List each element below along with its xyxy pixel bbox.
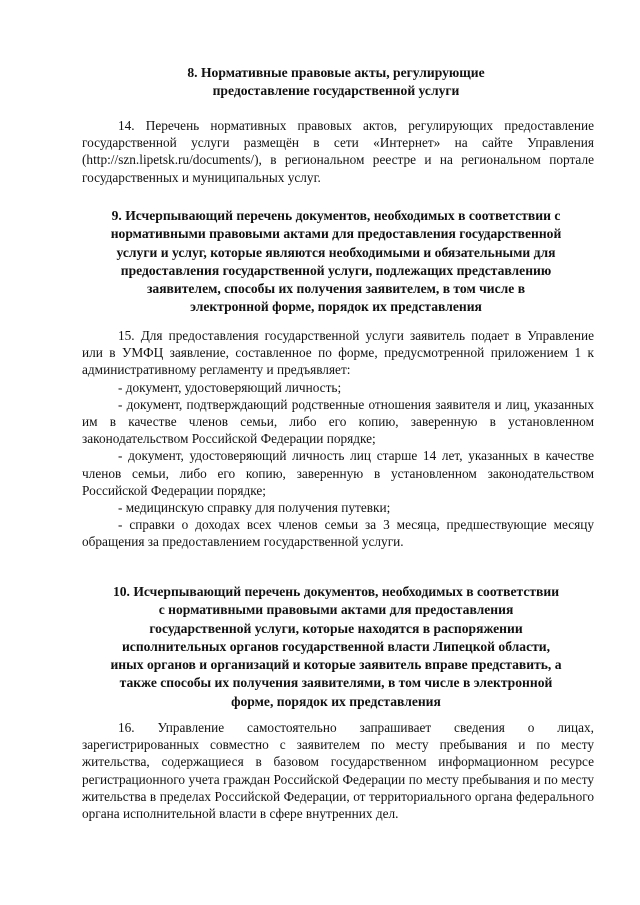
heading-line: услуги и услуг, которые являются необходимыми и обязательными для [116, 244, 556, 260]
list-item: - документ, удостоверяющий личность; [118, 379, 342, 395]
heading-line: предоставления государственной услуги, подлежащих представлению [120, 262, 552, 278]
paragraph-14: 14. Перечень нормативных правовых актов, регулирующих предоставление государственной услуги размещён в сети «Интернет» на сайте Управления (http://szn.lipetsk.ru/documents/), в региональном реестре и на региональном портале государственных и муниципальных услуг. [82, 118, 594, 185]
list-item: - документ, подтверждающий родственные отношения заявителя и лиц, указанных им в качестве членов семьи, либо его копию, заверенную в установленном законодательством Российской Федерации порядке; [82, 396, 594, 447]
heading-line: предоставление государственной услуги [212, 83, 460, 99]
section-10-heading [86, 583, 586, 711]
heading-line: форме, порядок их представления [231, 693, 441, 709]
heading-line: государственной услуги, которые находятся в распоряжении [149, 620, 523, 636]
section-8-heading [86, 64, 586, 101]
heading-line: с нормативными правовыми актами для предоставления [158, 602, 514, 618]
heading-line: электронной форме, порядок их представления [190, 299, 482, 315]
section-9-body [82, 327, 594, 551]
heading-line: заявителем, способы их получения заявителем, в том числе в [146, 281, 526, 297]
heading-line: также способы их получения заявителями, в том числе в электронной [119, 675, 553, 691]
heading-line: иных органов и организаций и которые заявитель вправе представить, а [110, 657, 562, 673]
section-10-body [82, 719, 594, 822]
list-item: - справки о доходах всех членов семьи за 3 месяца, предшествующие месяцу обращения за предоставлением государственной услуги. [82, 517, 594, 550]
heading-line: 8. Нормативные правовые акты, регулирующие [187, 65, 485, 80]
heading-line: 10. Исчерпывающий перечень документов, необходимых в соответствии [112, 584, 560, 599]
heading-line: 9. Исчерпывающий перечень документов, необходимых в соответствии с [111, 208, 561, 223]
section-9-heading [86, 207, 586, 317]
list-item: - медицинскую справку для получения путевки; [118, 500, 391, 516]
paragraph-15: 15. Для предоставления государственной услуги заявитель подает в Управление или в УМФЦ заявление, составленное по форме, предусмотренной приложением 1 к административному регламенту и предъявляет: [82, 328, 594, 378]
heading-line: нормативными правовыми актами для предоставления государственной [110, 226, 562, 242]
paragraph-16: 16. Управление самостоятельно запрашивает сведения о лицах, зарегистрированных совместно с заявителем по месту пребывания и по месту жительства, содержащиеся в базовом государственном информационном ресурсе регистрационного учета граждан Российской Федерации по месту пребывания и по месту жительства в пределах Российской Федерации, от территориального органа федерального органа исполнительной власти в сфере внутренних дел. [82, 720, 594, 822]
heading-line: исполнительных органов государственной власти Липецкой области, [121, 638, 551, 654]
list-item: - документ, удостоверяющий личность лиц старше 14 лет, указанных в качестве членов семьи, либо его копию, заверенную в установленном законодательством Российской Федерации порядке; [82, 448, 594, 498]
section-8-body [82, 117, 594, 186]
